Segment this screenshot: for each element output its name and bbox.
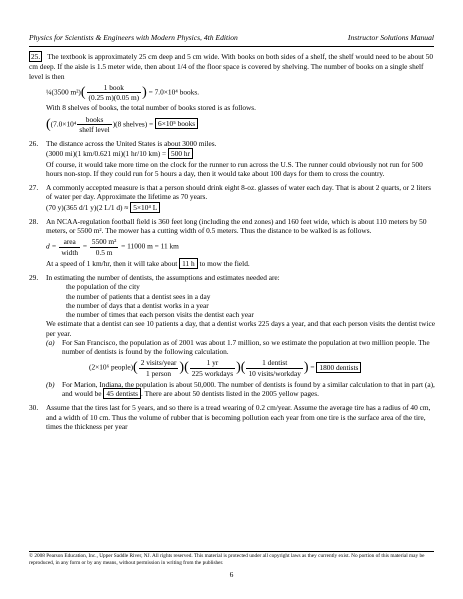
problem-text: A commonly accepted measure is that a person should drink eight 8-oz. glasses of water each day. That is about 2 quarts, or 2 liters of water per day. Approximate the lifetime as 70 years.	[46, 183, 432, 202]
list-item: the number of days that a dentist works in a year	[66, 300, 209, 310]
problem-29	[29, 273, 435, 398]
problem-number: 28.	[29, 216, 39, 226]
header-rule	[29, 46, 434, 47]
problem-number: 26.	[29, 139, 39, 148]
equation: d = $\frac{\text{area}}{\text{width}}$ = $\frac{\text{5500 m²}}{0.5 m}$ = 11000 m = 11 km	[46, 237, 179, 257]
equation: ¼(3500 m²)( $\frac{\text{1 book}}{(0.25 m)(0.05 m)}$ ) = 7.0×10⁴ books.	[46, 82, 200, 102]
running-header	[29, 33, 434, 46]
problem-text: The textbook is approximately 25 cm deep and 5 cm wide. With books on both sides of a shelf, the shelf would need to be about 50 cm deep. If the aisle is 1.5 meter wide, then about 1/4 of the floor space is covered by shelving. The number of books on a single shelf level is then	[29, 52, 434, 81]
problem-number: 27.	[29, 183, 39, 192]
problem-text: We estimate that a dentist can see 10 patients a day, that a dentist works 225 days a year, and that each person visits the dentist twice per year.	[46, 319, 435, 338]
problem-28: 28. An NCAA-regulation football field is 360 feet long (including the end zones) and 160 feet wide, which is about 110 meters by 50 meters, or 5500 m². The mower has a cutting width of 0.5 meters. Thus the distance to be walked is as follows. d = $\frac{\text{area}}{\text{width}}$ = $\frac{\text{5500 m²}}{0.5 m}$ = 11000 m = 11 km At a speed of 1 km/hr, then it will take about 11 h to mow the field.	[29, 217, 435, 268]
problem-text: The distance across the United States is about 3000 miles.	[46, 139, 217, 148]
boxed-answer: 500 hr	[168, 148, 193, 159]
boxed-answer: 5×10⁴ L	[130, 202, 160, 213]
problem-26	[29, 139, 435, 178]
copyright-notice: © 2008 Pearson Education, Inc., Upper Saddle River, NJ. All rights reserved. This material is protected under all copyright laws as they currently exist. No portion of this material may be reproduced, in any form or by any means, without permission in writing from the publisher.	[29, 553, 425, 566]
boxed-answer: 45 dentists	[103, 388, 141, 399]
manual-title: Instructor Solutions Manual	[347, 33, 434, 42]
boxed-answer: 6×10⁵ books	[155, 118, 198, 129]
problem-text: Of course, it would take more time on the clock for the runner to run across the U.S. The runner could obviously not run for 500 hours non-stop. If they could run for 5 hours a day, then it would take about 100 days for them to cross the country.	[46, 159, 423, 178]
problem-text: An NCAA-regulation football field is 360 feet long (including the end zones) and 160 feet wide, which is about 110 meters by 50 meters, or 5500 m². The mower has a cutting width of 0.5 meters. Thus the distance to be walked is as follows.	[46, 216, 427, 235]
list-item: the number of patients that a dentist sees in a day	[66, 291, 211, 301]
part-b: (b) For Marion, Indiana, the population is about 50,000. The number of dentists is found by a similar calculation to that in part (a), and would be 45 dentists . There are about 50 dentists listed in the 2005 yellow pages.	[46, 379, 435, 398]
problem-text: Assume that the tires last for 5 years, and so there is a tread wearing of 0.2 cm/year. Assume the average tire has a radius of 40 cm, and a width of 10 cm. Thus the volume of rubber that is becoming pollution each year from one tire is the surface area of the tire, times the thickness per year	[46, 403, 431, 431]
list-item: the population of the city	[66, 282, 140, 292]
problem-text: With 8 shelves of books, the total number of books stored is as follows.	[46, 103, 256, 113]
problem-30	[29, 403, 435, 431]
part-a: (a) For San Francisco, the population as of 2001 was about 1.7 million, so we estimate the population at two million people. The number of dentists is found by the following calculation.	[46, 337, 430, 356]
problem-25	[29, 51, 435, 134]
problem-text: In estimating the number of dentists, the assumptions and estimates needed are:	[46, 273, 280, 282]
page-number: 6	[229, 570, 234, 579]
book-title: Physics for Scientists & Engineers with Modern Physics, 4th Edition	[29, 33, 238, 42]
problem-number: 30.	[29, 403, 39, 413]
problem-number: 29.	[29, 273, 39, 282]
equation: (3000 mi)(1 km/0.621 mi)(1 hr/10 km) = 500 hr	[29, 149, 435, 158]
problem-number: 25.	[31, 52, 41, 61]
equation: (70 y)(365 d/1 y)(2 L/1 d) ≈ 5×10⁴ L	[29, 203, 435, 212]
page-content	[29, 51, 435, 436]
equation: ((7.0×10⁴ $\frac{\text{books}}{\text{shelf level}}$ )(8 shelves) = 6×10⁵ books	[29, 115, 435, 135]
problem-27	[29, 183, 435, 212]
footer-rule	[29, 551, 434, 552]
list-item: the number of times that each person visits the dentist each year	[66, 310, 254, 319]
boxed-answer: 1800 dentists	[316, 362, 361, 373]
assumption-list	[29, 282, 435, 319]
equation: (2×10⁶ people)( $\frac{\text{2 visits/year}}{\text{1 person}}$ )( $\frac{1 yr}{\text{225 workdays}}$ )( $\frac{\text{1 dentist}}{\text{10 visits/workday}}$ ) = 1800 dentists	[29, 358, 435, 378]
boxed-answer: 11 h	[179, 258, 198, 269]
